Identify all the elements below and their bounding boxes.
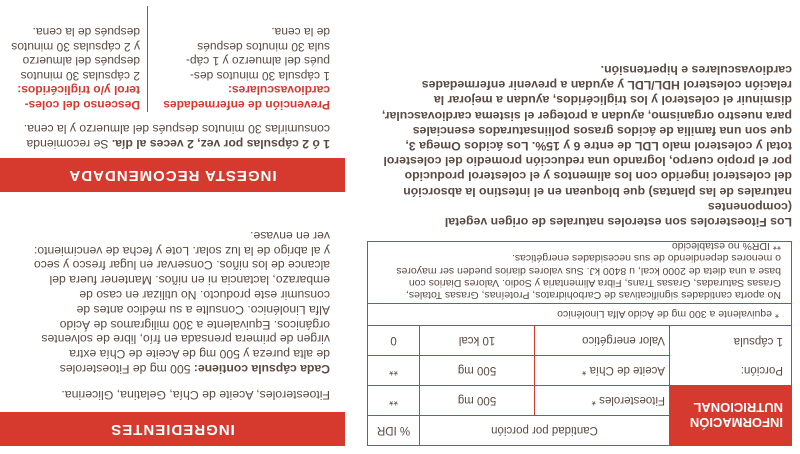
- nutrition-title-1: INFORMACIÓN: [689, 415, 783, 431]
- aporte-block: [371, 240, 781, 301]
- prevencion-block: [155, 24, 330, 112]
- ingredientes-bar: INGREDIENTES: [0, 412, 345, 446]
- contenido-line: embarazo, lactancia ni en niños. Mantener fuera del: [49, 273, 330, 288]
- prev-line: 1 cápsula 30 minutos des-: [189, 68, 330, 83]
- contenido-line: de alta pureza y 500 mg de Aceite de Chía extra: [69, 347, 330, 362]
- ingesta-dose: [5, 121, 330, 151]
- contenido-line: orgánicos. Equivalente a 300 miligramos de Ácido: [59, 317, 330, 332]
- row-fitoesteroles-qty: 500 mg: [419, 385, 534, 415]
- idr-note: ** IDR% no establecido: [671, 240, 781, 253]
- contenido-line: ver en envase.: [250, 228, 330, 243]
- fito-line: total y colesterol malo LDL de entre 6 y 15%. Los ácidos Omega 3,: [405, 138, 792, 153]
- fito-line: cardiovasculares e hipertensión.: [600, 62, 792, 77]
- aporte-line: o menores dependiendo de sus necesidades energéticas.: [511, 252, 781, 265]
- footnote-star: * equivalente a 300 mg de Ácido Alfa Linolénico: [368, 303, 791, 325]
- contenido-line: virgen de primera prensada en frío, libre de solventes: [41, 332, 330, 347]
- prev-line: de la cena.: [271, 25, 330, 40]
- fito-line: del colesterol ingerido con los alimentos y el colesterol producido: [404, 169, 792, 184]
- ingredientes-text: Fitoesteroles, Aceite de Chía, Gelatina, Glicerina.: [61, 388, 330, 402]
- desc-line: y 2 cápsulas 30 minutos: [11, 39, 140, 54]
- aporte-line: No aporta cantidades significativas de Carbohidratos, Proteínas, Grasas Totales,: [405, 289, 781, 301]
- desc-line: después de la cena.: [32, 25, 140, 40]
- row-energia-name: Valor energético: [534, 325, 669, 355]
- contenido-line: alcance de los niños. Conservar en lugar fresco y seco: [33, 258, 330, 273]
- row-energia-idr: 0: [368, 325, 419, 355]
- aporte-line: base a una dieta de 2000 kcal, u 8400 kJ. Sus valores diarios pueden ser mayores: [396, 264, 781, 277]
- prev-title: cardiovasculares:: [227, 83, 330, 98]
- contenido-first: 500 mg de Fitoesteroles: [59, 362, 194, 376]
- row-chia-idr: **: [368, 355, 419, 385]
- fitoesteroles-description: [367, 62, 792, 229]
- aporte-line: Grasas Saturadas, Grasas Trans, Fibra Alimentaria y Sodio. Valores Diarios con: [408, 276, 781, 289]
- fito-line: Los Fitoesteroles son esteroles naturales de origen vegetal (componentes: [444, 199, 792, 229]
- col-cantidad-header: Cantidad por porción: [419, 415, 669, 445]
- contenido-line: consumir este producto. No utilizar en caso de: [79, 288, 330, 303]
- row-fitoesteroles-name: Fitoesteroles *: [534, 385, 669, 415]
- row-fitoesteroles-idr: **: [368, 385, 419, 415]
- row-chia-name: Aceite de Chía *: [534, 355, 669, 385]
- porcion-label: Porción:: [740, 364, 783, 377]
- fito-line: para nuestro organismo, ayudan a proteger el sistema cardiovascular,: [381, 108, 792, 123]
- porcion-value: 1 cápsula: [733, 334, 783, 347]
- ingesta-bar: INGESTA RECOMENDADA: [0, 158, 345, 192]
- nutrition-title-cell: [669, 385, 791, 445]
- contenido-label: Cada cápsula contiene:: [193, 362, 330, 376]
- desc-line: 2 cápsulas 30 minutos: [20, 68, 140, 83]
- desc-title: terol y/o triglicéridos:: [17, 83, 140, 98]
- ingesta-divider: [147, 6, 148, 112]
- fito-line: relación colesterol HDL/LDL y ayudan a prevenir enfermedades: [421, 78, 792, 93]
- contenido-line: Alfa Linolénico. Consulte a su médico antes de: [76, 302, 330, 317]
- row-energia-qty: 10 kcal: [419, 325, 534, 355]
- dose-rest: Se recomienda: [26, 137, 112, 151]
- fito-line: por el propio cuerpo, logrando una reducción promedio del colesterol: [383, 154, 792, 169]
- prev-line: sula 30 minutos después: [197, 39, 330, 54]
- fito-line: naturales de las plantas) que bloquean en el intestino la absorción: [403, 184, 792, 199]
- porcion-cell: [669, 325, 791, 385]
- descenso-block: [5, 24, 140, 112]
- dose-line2: consumirlas 30 minutos después del almuerzo y la cena.: [23, 122, 330, 137]
- dose-bold: 1 ó 2 cápsulas por vez, 2 veces al día.: [111, 137, 330, 151]
- contenido-block: [5, 228, 330, 376]
- desc-title: Descenso del coles-: [24, 98, 140, 112]
- col-idr-header: % IDR: [368, 415, 419, 445]
- contenido-line: y al abrigo de la luz solar. Lote y fecha de vencimiento:: [33, 243, 330, 258]
- fito-line: disminuir el colesterol y los triglicéridos, ayudan a mejorar la: [433, 93, 792, 108]
- nutrition-title-2: NUTRICIONAL: [693, 400, 783, 416]
- desc-line: después del almuerzo: [22, 54, 140, 69]
- nutrition-table: [367, 241, 792, 446]
- prev-line: pués del almuerzo y 1 cáp-: [185, 54, 330, 69]
- row-chia-qty: 500 mg: [419, 355, 534, 385]
- prev-title: Prevención de enfermedades: [163, 98, 330, 112]
- fito-line: que son una familia de ácidos grasos poliinsaturados esenciales: [412, 123, 792, 138]
